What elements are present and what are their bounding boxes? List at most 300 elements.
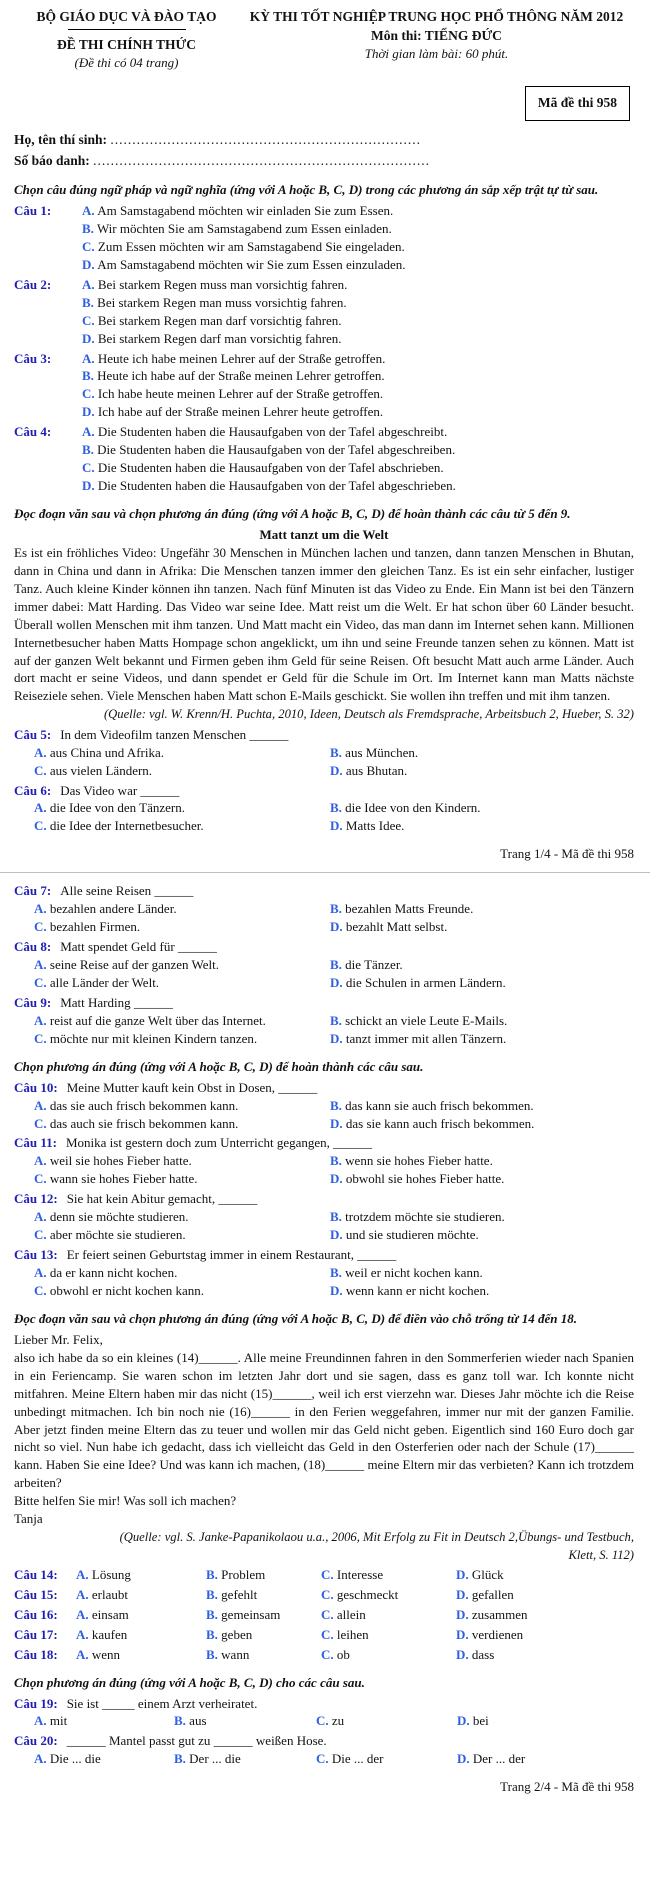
- question-row: [14, 1586, 634, 1604]
- exam-body: [14, 181, 634, 1796]
- option-letter: B.: [82, 442, 94, 458]
- option-text: die Schulen in armen Ländern.: [345, 974, 506, 990]
- option-text: zusammen: [471, 1606, 528, 1622]
- section-instruction: Chọn câu đúng ngữ pháp và ngữ nghĩa (ứng với A hoặc B, C, D) trong các phương án sắp xếp trật tự từ sau.: [14, 182, 599, 198]
- answer-option: [456, 1586, 634, 1604]
- option-text: weil sie hohes Fieber hatte.: [49, 1153, 192, 1169]
- option-text: aber möchte sie studieren.: [49, 1227, 186, 1243]
- option-text: bei: [472, 1713, 489, 1729]
- option-row: [14, 330, 634, 348]
- option-letter: B.: [206, 1586, 218, 1602]
- question-c-u-11-: [14, 1134, 634, 1188]
- question-stem-row: [14, 1246, 634, 1264]
- answer-option: [206, 1606, 321, 1624]
- answer-option: [82, 221, 392, 236]
- option-text: tanzt immer mit allen Tänzern.: [345, 1030, 507, 1046]
- option-text: Bei starkem Regen man muss vorsichtig fahren.: [97, 294, 347, 310]
- question-c-u-15-: [14, 1586, 634, 1604]
- answer-option: [34, 1750, 174, 1768]
- answer-option: [174, 1712, 316, 1730]
- option-text: kaufen: [91, 1626, 128, 1642]
- option-letter: A.: [76, 1586, 89, 1602]
- student-name-dots: .......................................................................: [110, 131, 422, 147]
- option-letter: D.: [456, 1646, 469, 1662]
- question-stem-row: [14, 1134, 634, 1152]
- letter-line: Lieber Mr. Felix,: [14, 1331, 103, 1347]
- passage-paragraph: also ich habe da so ein kleines (14)______. Alle meine Freundinnen fahren in den Sommerferien wieder nach Spanien in ein Feriencamp. Sie waren schon im letzten Jahr dort und sie sagen, dass es ganz toll war. Ich konnte nicht mitfahren. Meine Eltern haben mir das nicht (15)______, weil ich erst vierzehn war. Dieses Jahr möchte ich die Reise unbedingt mitmachen. Ich bin noch nie (16)______ in den Ferien weggefahren, immer nur mit der ganzen Familie. Aber jetzt finden meine Eltern das zu teuer und wollen mir das Geld nicht geben. Eigentlich sind 160 Euro doch gar nicht so viel. Nun habe ich gedacht, dass ich vielleicht das Geld in den Osterferien oder nach der Schule (17)______ kann. Haben Sie eine Idee? Und was kann ich machen, (18)______ meine Eltern mir das verbieten? Kann ich trotzdem arbeiten?: [14, 1349, 634, 1491]
- question-stem-row: [14, 782, 634, 800]
- page-footer: Trang 2/4 - Mã đề thi 958: [500, 1779, 634, 1795]
- option-letter: B.: [174, 1751, 186, 1767]
- answer-option: [82, 239, 405, 254]
- option-text: zu: [331, 1713, 345, 1729]
- option-text: wenn kann er nicht kochen.: [345, 1282, 490, 1298]
- question-c-u-6-: [14, 782, 634, 836]
- answer-option: [330, 974, 634, 992]
- option-text: Die ... der: [331, 1751, 384, 1767]
- question-stem: In dem Videofilm tanzen Menschen ______: [60, 726, 289, 742]
- option-text: bezahlt Matt selbst.: [345, 919, 448, 935]
- option-letter: A.: [34, 957, 47, 972]
- answer-option: [206, 1566, 321, 1584]
- question-stem-row: [14, 994, 634, 1012]
- page-count-note: (Đề thi có 04 trang): [74, 55, 179, 71]
- answer-option: [330, 1282, 634, 1300]
- question-label: Câu 9:: [14, 994, 52, 1010]
- source-citation-line: (Quelle: vgl. W. Krenn/H. Puchta, 2010, Ideen, Deutsch als Fremdsprache, Arbeitsbuch 2, Hueber, S. 32): [103, 707, 634, 722]
- question-c-u-18-: [14, 1646, 634, 1664]
- option-text: ob: [336, 1646, 350, 1662]
- option-letter: C.: [321, 1646, 334, 1662]
- option-text: schickt an viele Leute E-Mails.: [345, 1012, 508, 1028]
- option-text: Der ... der: [472, 1751, 526, 1767]
- option-row: [14, 459, 634, 477]
- answer-option: [82, 257, 406, 272]
- option-text: obwohl er nicht kochen kann.: [49, 1282, 205, 1298]
- student-name-label: Họ, tên thí sinh:: [14, 131, 108, 147]
- answer-option: [330, 744, 634, 762]
- option-letter: D.: [330, 818, 343, 834]
- section-instruction: Chọn phương án đúng (ứng với A hoặc B, C, D) cho các câu sau.: [14, 1674, 365, 1690]
- answer-option: [34, 1115, 326, 1133]
- option-letter: B.: [82, 368, 94, 384]
- option-letter: C.: [82, 312, 95, 328]
- option-letter: A.: [76, 1626, 89, 1642]
- option-text: Heute ich habe meinen Lehrer auf der Straße getroffen.: [97, 350, 386, 366]
- question-label: Câu 12:: [14, 1191, 58, 1207]
- option-letter: B.: [330, 1012, 342, 1028]
- option-letter: D.: [330, 762, 343, 778]
- answer-option: [34, 762, 326, 780]
- question-stem-row: [14, 1190, 634, 1208]
- question-c-u-9-: [14, 994, 634, 1048]
- option-letter: A.: [34, 800, 47, 816]
- question-label: Câu 14:: [14, 1566, 58, 1582]
- answer-option: [76, 1586, 206, 1604]
- option-text: mit: [49, 1713, 68, 1729]
- option-text: Matts Idee.: [345, 818, 405, 834]
- question-stem: Meine Mutter kauft kein Obst in Dosen, ______: [66, 1079, 318, 1095]
- option-text: Glück: [471, 1566, 504, 1582]
- section-instruction: Chọn phương án đúng (ứng với A hoặc B, C, D) để hoàn thành các câu sau.: [14, 1058, 424, 1074]
- option-text: Die Studenten haben die Hausaufgaben von der Tafel abschrieben.: [97, 460, 444, 476]
- option-text: Bei starkem Regen man darf vorsichtig fahren.: [97, 312, 342, 328]
- option-letter: D.: [456, 1606, 469, 1622]
- answer-option: [34, 1097, 326, 1115]
- source-citation: [14, 1529, 634, 1564]
- option-letter: B.: [330, 744, 342, 760]
- option-letter: A.: [82, 424, 95, 440]
- option-letter: B.: [330, 901, 342, 917]
- option-letter: D.: [457, 1751, 470, 1767]
- answer-option: [34, 956, 326, 974]
- option-row: [14, 477, 634, 495]
- question-c-u-12-: [14, 1190, 634, 1244]
- answer-option: [82, 331, 342, 346]
- option-letter: A.: [34, 1209, 47, 1225]
- question-row: [14, 1606, 634, 1624]
- answer-option: [330, 762, 634, 780]
- question-label: Câu 5:: [14, 726, 52, 742]
- answer-option: [321, 1566, 456, 1584]
- option-text: möchte nur mit kleinen Kindern tanzen.: [49, 1030, 258, 1046]
- option-letter: D.: [82, 404, 95, 420]
- option-text: aus Bhutan.: [345, 762, 408, 778]
- option-text: Ich habe heute meinen Lehrer auf der Straße getroffen.: [97, 386, 384, 402]
- answer-option: [330, 1152, 634, 1170]
- answer-option: [330, 1030, 634, 1048]
- question-stem: ______ Mantel passt gut zu ______ weißen Hose.: [66, 1733, 327, 1749]
- option-letter: A.: [34, 1153, 47, 1169]
- option-text: Wir möchten Sie am Samstagabend zum Essen einladen.: [96, 220, 392, 236]
- option-letter: C.: [321, 1626, 334, 1642]
- question-label: Câu 20:: [14, 1733, 58, 1749]
- option-text: Problem: [221, 1566, 266, 1582]
- options-grid: [14, 900, 634, 936]
- letter-line: Tanja: [14, 1511, 43, 1527]
- option-text: geben: [221, 1626, 253, 1642]
- option-text: wenn sie hohes Fieber hatte.: [345, 1153, 493, 1169]
- question-label: Câu 8:: [14, 939, 52, 955]
- question-stem-row: [14, 882, 634, 900]
- question-stem: Er feiert seinen Geburtstag immer in einem Restaurant, ______: [66, 1247, 397, 1263]
- option-letter: B.: [82, 220, 94, 236]
- answer-option: [330, 1012, 634, 1030]
- answer-option: [321, 1606, 456, 1624]
- option-text: aus: [189, 1713, 207, 1729]
- option-row: [14, 367, 634, 385]
- option-letter: D.: [456, 1566, 469, 1582]
- question-label: Câu 19:: [14, 1695, 58, 1711]
- options-row: [14, 1750, 634, 1768]
- registration-number-field: [14, 152, 634, 171]
- option-letter: B.: [206, 1566, 218, 1582]
- option-letter: C.: [34, 1171, 47, 1187]
- question-stem: Sie hat kein Abitur gemacht, ______: [66, 1191, 258, 1207]
- answer-option: [82, 350, 385, 368]
- option-text: das sie kann auch frisch bekommen.: [345, 1115, 535, 1131]
- question-label: Câu 10:: [14, 1079, 58, 1095]
- question-stem: Matt spendet Geld für ______: [60, 939, 217, 955]
- option-text: gefallen: [471, 1586, 514, 1602]
- option-text: denn sie möchte studieren.: [49, 1209, 189, 1225]
- option-letter: D.: [330, 1227, 343, 1243]
- ministry-name: BỘ GIÁO DỤC VÀ ĐÀO TẠO: [36, 9, 217, 24]
- question-label: Câu 3:: [14, 350, 52, 366]
- answer-option: [76, 1606, 206, 1624]
- exam-code-row: [14, 86, 630, 121]
- option-text: wann sie hohes Fieber hatte.: [49, 1171, 198, 1187]
- option-text: Interesse: [336, 1566, 384, 1582]
- question-label: Câu 13:: [14, 1247, 58, 1263]
- option-letter: C.: [321, 1606, 334, 1622]
- answer-option: [321, 1586, 456, 1604]
- option-text: und sie studieren möchte.: [345, 1227, 479, 1243]
- ministry-underline: [68, 29, 186, 30]
- answer-option: [34, 1152, 326, 1170]
- answer-option: [34, 1208, 326, 1226]
- exam-code-box: Mã đề thi 958: [525, 86, 630, 121]
- option-letter: B.: [330, 1209, 342, 1225]
- option-text: Lösung: [91, 1566, 131, 1582]
- question-c-u-7-: [14, 882, 634, 936]
- answer-option: [34, 974, 326, 992]
- question-c-u-13-: [14, 1246, 634, 1300]
- option-text: Der ... die: [189, 1751, 241, 1767]
- option-letter: C.: [82, 238, 95, 254]
- option-letter: B.: [206, 1626, 218, 1642]
- option-text: bezahlen Firmen.: [49, 919, 141, 935]
- question-label: Câu 15:: [14, 1586, 58, 1602]
- option-row: [14, 294, 634, 312]
- option-letter: D.: [456, 1586, 469, 1602]
- question-stem-row: [14, 1732, 634, 1750]
- answer-option: [82, 442, 455, 457]
- source-citation-line: Klett, S. 112): [568, 1547, 634, 1562]
- answer-option: [34, 900, 326, 918]
- option-text: dass: [471, 1646, 495, 1662]
- option-text: einsam: [91, 1606, 129, 1622]
- option-letter: B.: [174, 1713, 186, 1729]
- option-letter: A.: [34, 1097, 47, 1113]
- answer-option: [82, 313, 342, 328]
- question-c-u-3-: [14, 350, 634, 422]
- option-text: das auch sie frisch bekommen kann.: [49, 1115, 239, 1131]
- option-letter: B.: [330, 1153, 342, 1169]
- official-exam-label: ĐỀ THI CHÍNH THỨC: [57, 36, 196, 52]
- option-text: leihen: [336, 1626, 369, 1642]
- exam-header: [14, 8, 634, 72]
- answer-option: [316, 1750, 457, 1768]
- option-text: gemeinsam: [221, 1606, 281, 1622]
- question-stem: Monika ist gestern doch zum Unterricht gegangen, ______: [65, 1135, 373, 1151]
- answer-option: [82, 276, 347, 294]
- answer-option: [457, 1750, 634, 1768]
- question-c-u-16-: [14, 1606, 634, 1624]
- option-letter: D.: [330, 1171, 343, 1187]
- option-row: [14, 256, 634, 274]
- question-stem: Matt Harding ______: [60, 994, 173, 1010]
- option-letter: B.: [82, 294, 94, 310]
- question-stem: Alle seine Reisen ______: [60, 883, 194, 899]
- answer-option: [34, 1712, 174, 1730]
- answer-option: [76, 1646, 206, 1664]
- answer-option: [330, 799, 634, 817]
- question-c-u-5-: [14, 726, 634, 780]
- answer-option: [206, 1626, 321, 1644]
- source-citation: [14, 706, 634, 723]
- answer-option: [34, 1226, 326, 1244]
- exam-title: KỲ THI TỐT NGHIỆP TRUNG HỌC PHỔ THÔNG NĂM 2012: [249, 9, 624, 24]
- question-label: Câu 7:: [14, 883, 52, 899]
- letter-line: Bitte helfen Sie mir! Was soll ich machen?: [14, 1493, 237, 1509]
- option-text: Bei starkem Regen muss man vorsichtig fahren.: [97, 276, 348, 292]
- answer-option: [457, 1712, 634, 1730]
- option-row: [14, 238, 634, 256]
- option-letter: C.: [34, 974, 47, 990]
- question-c-u-17-: [14, 1626, 634, 1644]
- header-left-column: [14, 8, 239, 72]
- question-label: Câu 16:: [14, 1606, 58, 1622]
- option-letter: C.: [34, 1282, 47, 1298]
- question-stem: Das Video war ______: [60, 782, 180, 798]
- answer-option: [206, 1586, 321, 1604]
- section-instruction: Đọc đoạn văn sau và chọn phương án đúng (ứng với A hoặc B, C, D) để điền vào chỗ trống từ 14 đến 18.: [14, 1310, 578, 1326]
- answer-option: [456, 1626, 634, 1644]
- question-c-u-2-: [14, 276, 634, 348]
- answer-option: [34, 1282, 326, 1300]
- option-letter: B.: [330, 957, 342, 972]
- answer-option: [34, 1012, 326, 1030]
- option-letter: A.: [34, 1751, 47, 1767]
- options-row: [14, 1712, 634, 1730]
- option-letter: D.: [330, 974, 343, 990]
- answer-option: [34, 1030, 326, 1048]
- answer-option: [321, 1646, 456, 1664]
- options-grid: [14, 1152, 634, 1188]
- question-first-row: [14, 202, 634, 220]
- option-letter: D.: [330, 1030, 343, 1046]
- option-letter: B.: [206, 1646, 218, 1662]
- option-letter: B.: [330, 1097, 342, 1113]
- header-right-column: [239, 8, 634, 72]
- registration-number-dots: .............................................................................: [93, 153, 431, 169]
- page-separator: [0, 872, 650, 873]
- question-c-u-8-: [14, 938, 634, 992]
- question-c-u-4-: [14, 423, 634, 495]
- options-grid: [14, 1097, 634, 1133]
- answer-option: [76, 1626, 206, 1644]
- option-letter: C.: [34, 762, 47, 778]
- option-letter: A.: [82, 276, 95, 292]
- answer-option: [76, 1566, 206, 1584]
- answer-option: [456, 1566, 634, 1584]
- option-text: seine Reise auf der ganzen Welt.: [49, 957, 219, 972]
- question-first-row: [14, 350, 634, 368]
- option-text: die Tänzer.: [345, 957, 403, 972]
- option-letter: D.: [82, 330, 95, 346]
- option-letter: C.: [34, 1030, 47, 1046]
- option-letter: C.: [316, 1713, 329, 1729]
- option-letter: D.: [330, 1282, 343, 1298]
- option-row: [14, 220, 634, 238]
- option-letter: A.: [76, 1566, 89, 1582]
- option-letter: A.: [34, 901, 47, 917]
- options-grid: [14, 1012, 634, 1048]
- question-row: [14, 1566, 634, 1584]
- option-letter: C.: [34, 818, 47, 834]
- option-text: Am Samstagabend möchten wir Sie zum Essen einzuladen.: [97, 256, 406, 272]
- answer-option: [82, 404, 383, 419]
- registration-number-label: Số báo danh:: [14, 153, 90, 169]
- question-row: [14, 1646, 634, 1664]
- answer-option: [330, 1170, 634, 1188]
- answer-option: [174, 1750, 316, 1768]
- question-c-u-20-: [14, 1732, 634, 1768]
- section-instruction: Đọc đoạn văn sau và chọn phương án đúng (ứng với A hoặc B, C, D) để hoàn thành các câu từ 5 đến 9.: [14, 506, 571, 521]
- option-text: aus München.: [345, 744, 419, 760]
- option-letter: C.: [321, 1586, 334, 1602]
- option-text: die Idee der Internetbesucher.: [49, 818, 204, 834]
- option-letter: A.: [34, 1012, 47, 1028]
- answer-option: [330, 900, 634, 918]
- answer-option: [82, 460, 444, 475]
- option-text: obwohl sie hohes Fieber hatte.: [345, 1171, 505, 1187]
- question-label: Câu 18:: [14, 1646, 58, 1662]
- option-text: geschmeckt: [336, 1586, 399, 1602]
- option-letter: C.: [82, 460, 95, 476]
- option-text: Bei starkem Regen darf man vorsichtig fahren.: [97, 330, 342, 346]
- answer-option: [321, 1626, 456, 1644]
- option-letter: C.: [82, 386, 95, 402]
- option-text: wenn: [91, 1646, 121, 1662]
- option-letter: A.: [76, 1646, 89, 1662]
- option-text: reist auf die ganze Welt über das Internet.: [49, 1012, 266, 1028]
- option-letter: C.: [34, 919, 47, 935]
- question-label: Câu 11:: [14, 1135, 57, 1151]
- option-text: weil er nicht kochen kann.: [345, 1265, 483, 1280]
- option-letter: B.: [206, 1606, 218, 1622]
- option-text: die Idee von den Kindern.: [345, 800, 481, 816]
- options-grid: [14, 956, 634, 992]
- answer-option: [330, 956, 634, 974]
- options-grid: [14, 744, 634, 780]
- passage-paragraph: Es ist ein fröhliches Video: Ungefähr 30 Menschen in München lachen und tanzen, dann tanzen Menschen in Bhutan, dann in China und dann in Afrika: Die Menschen tanzen immer den gleichen Tanz. Es ist ein sehr einfacher, lustiger Tanz. Auch kleine Kinder können ihn tanzen. Nach fünf Minuten ist das Video zu Ende. Ein Mann ist bei den Tänzern immer dabei: Matt Harding. Das Video war seine Idee. Matt reist um die Welt. Er hat schon über 60 Länder besucht. Überall wollen Menschen mit ihm tanzen. Und Matt macht ein Video, das man dann im Internet sehen kann. Millionen Internetbesucher haben Matts Hompage schon angeklickt, um ihn und seine Freunde tanzen sehen zu können. Matt ist auf der ganzen Welt bekannt und Firmen geben ihm Geld für seine Reisen. Oft besucht Matt auch arme Länder. Auch dort macht er seine Videos, und dann spendet er Geld für die Schule im Ort. Im Internet kann man Matts nächste Reiseziele sehen. Viele Menschen haben Matt schon E-Mails geschickt. Sie wollen ihn treffen und mit ihm tanzen.: [14, 544, 634, 704]
- answer-option: [34, 799, 326, 817]
- question-label: Câu 4:: [14, 424, 52, 440]
- option-text: Die ... die: [49, 1751, 101, 1767]
- answer-option: [330, 1115, 634, 1133]
- answer-option: [330, 1208, 634, 1226]
- options-grid: [14, 799, 634, 835]
- option-text: Heute ich habe auf der Straße meinen Lehrer getroffen.: [97, 368, 385, 384]
- question-stem-row: [14, 726, 634, 744]
- question-c-u-10-: [14, 1079, 634, 1133]
- option-text: Zum Essen möchten wir am Samstagabend Sie eingeladen.: [97, 238, 405, 254]
- option-text: bezahlen andere Länder.: [49, 901, 177, 917]
- option-letter: C.: [34, 1115, 47, 1131]
- question-stem-row: [14, 1695, 634, 1713]
- answer-option: [82, 368, 385, 383]
- option-text: aus China und Afrika.: [49, 744, 164, 760]
- option-text: Die Studenten haben die Hausaufgaben von der Tafel abgeschreibt.: [97, 424, 448, 440]
- answer-option: [82, 386, 383, 401]
- option-letter: B.: [330, 1265, 342, 1280]
- option-text: erlaubt: [91, 1586, 128, 1602]
- options-grid: [14, 1264, 634, 1300]
- answer-option: [206, 1646, 321, 1664]
- option-row: [14, 441, 634, 459]
